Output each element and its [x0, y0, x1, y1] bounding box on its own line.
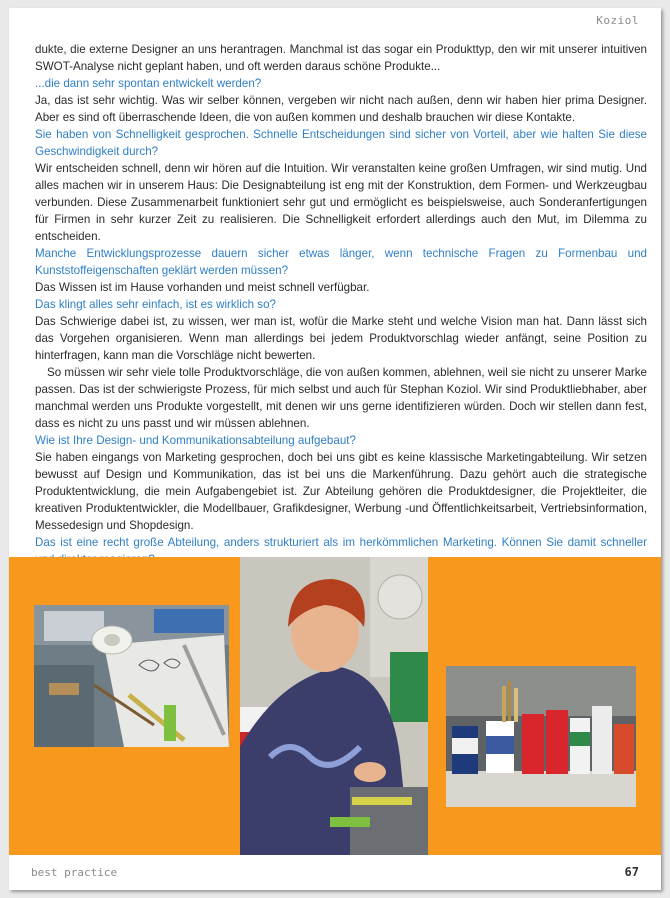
- page-number: 67: [624, 865, 639, 879]
- photo-band: [9, 557, 661, 855]
- paragraph-answer: dukte, die externe Designer an uns herantragen. Manchmal ist das sogar ein Produkttyp, den wir mit unserer intuitiven SWOT-Analyse nicht geplant haben, und oft werden daraus schöne Produkte...: [35, 43, 647, 73]
- paragraph-answer: Das Schwierige dabei ist, zu wissen, wer man ist, wofür die Marke steht und welche Vision man hat. Dann lässt sich das Vorgehen organisieren. Wenn man allerdings bei jedem Produktvorschlag wieder anfängt, seine Position zu hinterfragen, kann man die Vorschläge nicht bewerten.: [35, 315, 647, 362]
- photo-designer-at-work: [240, 557, 428, 855]
- interview-text: [35, 41, 647, 568]
- paragraph-answer: Sie haben eingangs von Marketing gesprochen, doch bei uns gibt es keine klassische Marketingabteilung. Wir setzen bewusst auf Design und Kommunikation, das ist bei uns die Markenführung. Dazu gehört auch die strategische Produktentwicklung, die mein Aufgabengebiet ist. Zur Abteilung gehören die Produktdesigner, die Projektleiter, die kreativen Produktentwickler, die Modellbauer, Grafikdesigner, Werbung -und Öffentlichkeitsarbeit, Vertriebsinformation, Messedesign und Shopdesign.: [35, 451, 647, 532]
- paragraph-answer: Wir entscheiden schnell, denn wir hören auf die Intuition. Wir veranstalten keine großen Umfragen, wir sind mutig. Und alles machen wir in unserem Haus: Die Designabteilung ist eng mit der Konstruktion, dem Formen- und Werkzeugbau verbunden. Diese Zusammenarbeit funktioniert sehr gut und ermöglicht es beispielsweise, auch Sonderanfertigungen für Firmen in sehr kurzer Zeit zu realisieren. Die Schnelligkeit erfordert allerdings auch den Mut, im Dilemma zu entscheiden.: [35, 162, 647, 243]
- paragraph-question: ...die dann sehr spontan entwickelt werden?: [35, 77, 262, 90]
- paragraph-question: Das ist eine recht große Abteilung, anders strukturiert als im herkömmlichen Marketing. Können Sie damit schneller: [35, 536, 647, 549]
- paragraph-answer: So müssen wir sehr viele tolle Produktvorschläge, die von außen kommen, ablehnen, weil sie nicht zu unserer Marke passen. Das ist der schwierigste Prozess, für mich selbst und auch für Stephan Koziol. Wir sind Produktliebhaber, aber manchmal werden uns Produkte vorgestellt, mit denen wir uns gerne identifizieren würden. Doch wir stellen dann fest, dass es nicht zu uns passt und wir müssen ablehnen.: [35, 366, 647, 430]
- paragraph-question: Manche Entwicklungsprozesse dauern sicher etwas länger, wenn technische Fragen zu Formenbau und Kunststoffeigenschaften geklärt werden müssen?: [35, 247, 647, 277]
- paragraph-answer: Ja, das ist sehr wichtig. Was wir selber können, vergeben wir nicht nach außen, denn wir haben hier prima Designer. Aber es sind oft überraschende Ideen, die von außen kommen und deshalb brauchen wir diese Kontakte.: [35, 94, 647, 124]
- paragraph-question: Sie haben von Schnelligkeit gesprochen. Schnelle Entscheidungen sind sicher von Vorteil, aber wie halten Sie diese Geschwindigkeit durch?: [35, 128, 647, 158]
- photo-design-workbench: [34, 605, 229, 747]
- paragraph-question: Das klingt alles sehr einfach, ist es wirklich so?: [35, 298, 276, 311]
- paragraph-answer: Das Wissen ist im Hause vorhanden und meist schnell verfügbar.: [35, 281, 370, 294]
- footer-section-label: best practice: [31, 866, 118, 879]
- photo-paint-cans: [446, 666, 636, 807]
- running-head-brand: Koziol: [596, 14, 639, 27]
- paragraph-question: Wie ist Ihre Design- und Kommunikationsabteilung aufgebaut?: [35, 434, 356, 447]
- magazine-page: [9, 8, 661, 890]
